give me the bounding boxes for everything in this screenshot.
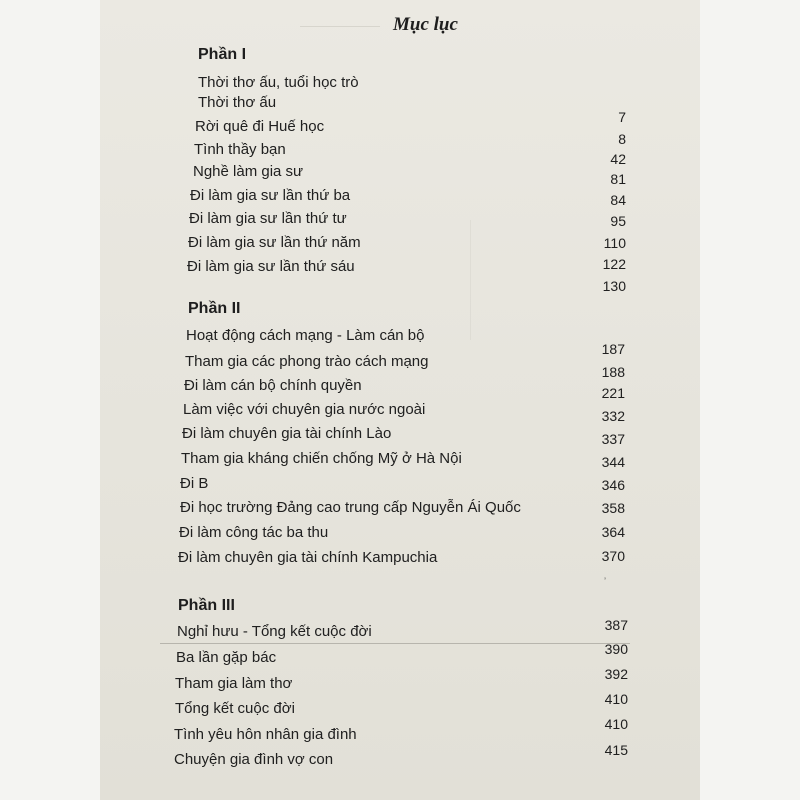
page-number: 130 [602,278,626,294]
toc-entry: Tham gia làm thơ [175,675,293,692]
page-number: 188 [601,364,625,380]
page-number: 95 [610,213,626,229]
toc-entry: Hoạt động cách mạng - Làm cán bộ [186,327,425,344]
page-number: 346 [601,477,625,493]
page-number: 8 [618,131,626,147]
page-number: 344 [601,454,625,470]
page-number: 415 [604,742,628,758]
page-number: 187 [601,341,625,357]
page-number: 390 [604,641,628,657]
page-number: 7 [618,109,626,125]
toc-entry: Rời quê đi Huế học [195,118,325,135]
bleed-through-mid [470,220,551,340]
page-number: 110 [603,235,626,251]
faint-rule [160,643,630,644]
toc-entry: Tình yêu hôn nhân gia đình [174,726,357,743]
page-number: 337 [601,431,625,447]
page-number: 81 [610,171,626,187]
page-number: 392 [604,666,628,682]
toc-entry: Đi làm chuyên gia tài chính Lào [182,425,392,442]
page-number: 122 [602,256,626,272]
toc-entry: Thời thơ ấu [198,94,277,111]
part-2-heading: Phần II [188,300,241,317]
bleed-through-top [300,12,380,27]
toc-entry: Ba lần gặp bác [176,649,277,666]
toc-entry: Đi học trường Đảng cao trung cấp Nguyễn Ái Quốc [180,499,521,516]
toc-entry: Tham gia các phong trào cách mạng [185,353,429,370]
toc-title: Mục lục [393,14,458,35]
toc-entry: Đi làm gia sư lần thứ ba [190,187,351,204]
toc-entry: Tham gia kháng chiến chống Mỹ ở Hà Nội [181,450,462,467]
toc-entry: Đi làm gia sư lần thứ năm [188,234,361,251]
page-number: 358 [601,500,625,516]
page-number: 410 [604,691,628,707]
page-number: 332 [601,408,625,424]
toc-entry: Đi làm công tác ba thu [179,524,329,541]
toc-entry: Đi làm gia sư lần thứ tư [189,210,347,227]
page-number: 387 [604,617,628,633]
part-1-heading: Phần I [198,46,247,63]
toc-entry: Chuyện gia đình vợ con [174,751,334,768]
toc-entry: Tình thầy bạn [194,141,286,158]
toc-entry: Đi B [180,475,209,492]
toc-entry: Tổng kết cuộc đời [175,700,295,717]
toc-entry: Thời thơ ấu, tuổi học trò [198,74,359,91]
toc-entry: Làm việc với chuyên gia nước ngoài [183,401,426,418]
page-number: 84 [610,192,626,208]
toc-entry: Đi làm cán bộ chính quyền [184,377,362,394]
toc-entry: Nghỉ hưu - Tổng kết cuộc đời [177,623,372,640]
toc-entry: Đi làm gia sư lần thứ sáu [187,258,355,275]
toc-entry: Đi làm chuyên gia tài chính Kampuchia [178,549,438,566]
page-number: 221 [601,385,625,401]
speck-mark: ’ [604,576,606,586]
part-3-heading: Phần III [178,597,235,614]
page-number: 410 [604,716,628,732]
page-number: 370 [601,548,625,564]
page-number: 42 [610,151,626,167]
toc-entry: Nghề làm gia sư [193,163,304,180]
page-number: 364 [601,524,625,540]
